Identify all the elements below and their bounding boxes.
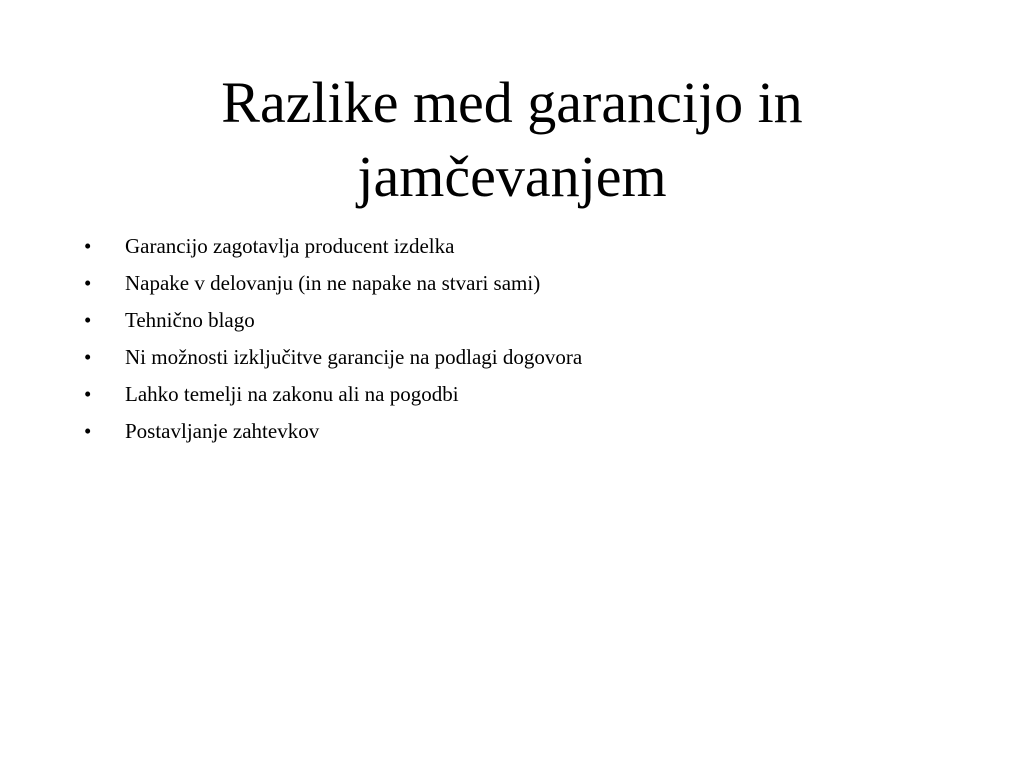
bullet-item-4 <box>84 339 944 376</box>
bullet-dot-icon: • <box>84 345 92 369</box>
bullet-item-5 <box>84 376 944 413</box>
bullet-text: Napake v delovanju (in ne napake na stvari sami) <box>125 271 541 295</box>
bullet-text: Tehnično blago <box>125 308 255 332</box>
slide-title <box>100 66 924 214</box>
slide-title-line-1: Razlike med garancijo in <box>221 70 803 135</box>
bullet-list <box>84 228 944 450</box>
bullet-dot-icon: • <box>84 271 92 295</box>
bullet-dot-icon: • <box>84 308 92 332</box>
bullet-dot-icon: • <box>84 419 92 443</box>
bullet-item-1 <box>84 228 944 265</box>
bullet-dot-icon: • <box>84 382 92 406</box>
bullet-text: Postavljanje zahtevkov <box>125 419 320 443</box>
bullet-text: Ni možnosti izključitve garancije na podlagi dogovora <box>125 345 583 369</box>
bullet-item-6 <box>84 413 944 450</box>
bullet-text: Lahko temelji na zakonu ali na pogodbi <box>125 382 459 406</box>
bullet-item-2 <box>84 265 944 302</box>
bullet-text: Garancijo zagotavlja producent izdelka <box>125 234 455 258</box>
bullet-dot-icon: • <box>84 234 92 258</box>
slide-title-line-2: jamčevanjem <box>357 144 667 209</box>
bullet-item-3 <box>84 302 944 339</box>
